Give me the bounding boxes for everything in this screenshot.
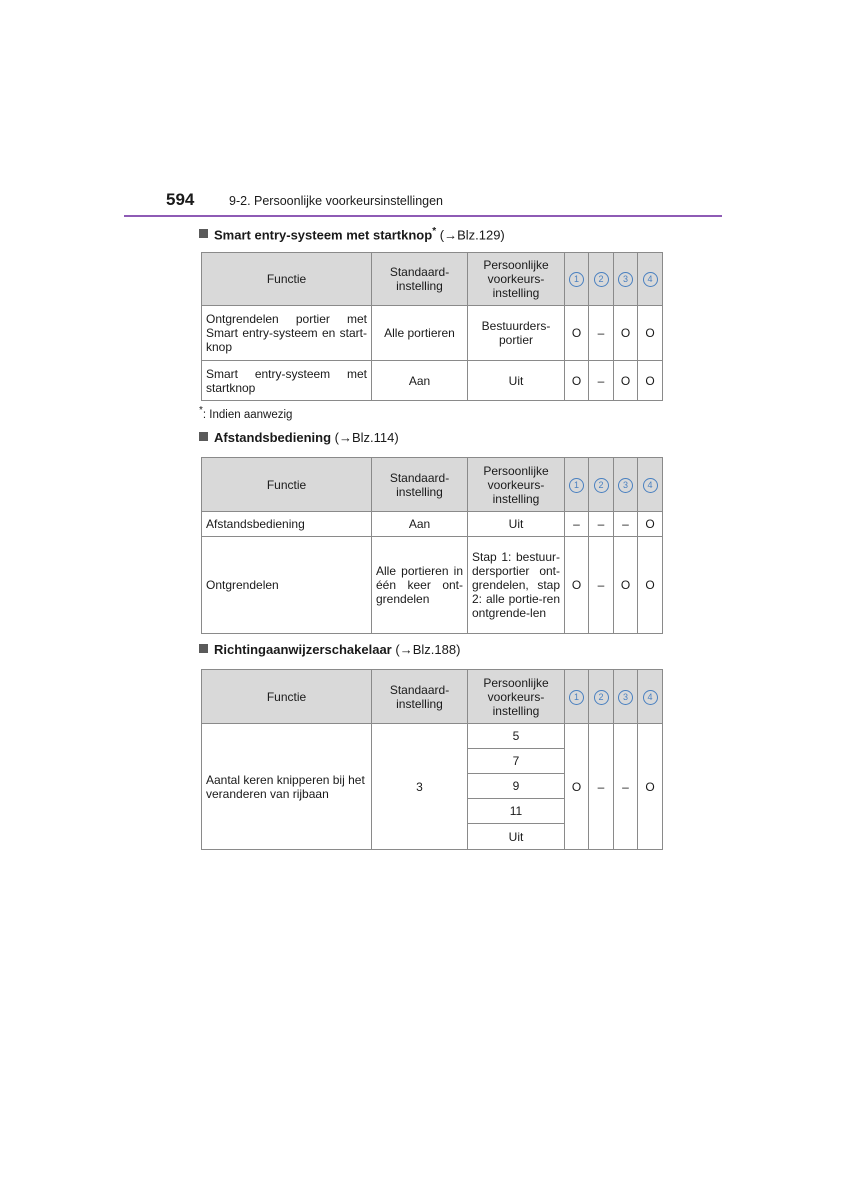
cell-functie: Smart entry-systeem met startknop [202, 361, 372, 401]
cell-option: 9 [468, 774, 565, 799]
col-persoonlijke: Persoonlijke voorkeurs-instelling [468, 458, 565, 512]
cell-mark: O [638, 512, 663, 537]
page-reference: (→Blz.114) [334, 430, 399, 445]
table-header-row [202, 670, 663, 724]
cell-standaard: Aan [372, 512, 468, 537]
circled-2-icon: 2 [594, 690, 609, 705]
cell-mark: – [589, 537, 614, 634]
circled-4-icon: 4 [643, 272, 658, 287]
cell-standaard: 3 [372, 724, 468, 850]
header-divider [124, 215, 722, 217]
table-row [202, 724, 663, 749]
section-heading-richtingaanwijzer [199, 642, 460, 657]
cell-functie: Ontgrendelen portier met Smart entry-systeem en start-knop [202, 306, 372, 361]
col-standaard: Standaard-instelling [372, 458, 468, 512]
cell-mark: O [565, 306, 589, 361]
page-reference: (→Blz.188) [395, 642, 461, 657]
cell-standaard: Aan [372, 361, 468, 401]
cell-persoonlijke: Stap 1: bestuur-dersportier ont-grendelen, stap 2: alle portie-ren ontgrende-len [468, 537, 565, 634]
cell-functie: Aantal keren knipperen bij het veranderen van rijbaan [202, 724, 372, 850]
table-row [202, 306, 663, 361]
cell-persoonlijke: Uit [468, 512, 565, 537]
cell-persoonlijke: Uit [468, 361, 565, 401]
cell-option: 5 [468, 724, 565, 749]
table-header-row [202, 458, 663, 512]
section-title: Richtingaanwijzerschakelaar [214, 642, 392, 657]
cell-mark: O [565, 537, 589, 634]
footnote-text: : Indien aanwezig [202, 408, 293, 421]
bullet-square-icon [199, 432, 208, 441]
cell-mark: O [638, 306, 663, 361]
cell-mark: O [614, 361, 638, 401]
section-title: Smart entry-systeem met startknop [214, 227, 433, 243]
cell-functie: Ontgrendelen [202, 537, 372, 634]
circled-1-icon: 1 [569, 478, 584, 493]
table-richtingaanwijzer [201, 669, 663, 850]
col-standaard: Standaard-instelling [372, 253, 468, 306]
circled-3-icon: 3 [618, 690, 633, 705]
cell-mark: – [589, 361, 614, 401]
table-row [202, 537, 663, 634]
section-title: Afstandsbediening [214, 430, 332, 445]
footnote-marker: * [432, 226, 437, 237]
col-functie: Functie [202, 670, 372, 724]
cell-functie: Afstandsbediening [202, 512, 372, 537]
cell-option: 11 [468, 799, 565, 824]
chapter-title: 9-2. Persoonlijke voorkeursinstellingen [229, 194, 444, 208]
section-heading-smart-entry [199, 226, 505, 242]
cell-mark: O [565, 724, 589, 850]
circled-4-icon: 4 [643, 478, 658, 493]
circled-4-icon: 4 [643, 690, 658, 705]
section-heading-afstandsbediening [199, 430, 399, 445]
cell-mark: O [638, 724, 663, 850]
cell-mark: – [614, 512, 638, 537]
table-row [202, 361, 663, 401]
cell-mark: – [589, 512, 614, 537]
cell-option: Uit [468, 824, 565, 850]
cell-mark: – [565, 512, 589, 537]
col-functie: Functie [202, 458, 372, 512]
footnote-star: * [199, 405, 203, 416]
col-persoonlijke: Persoonlijke voorkeurs-instelling [468, 253, 565, 306]
cell-standaard: Alle portieren in één keer ont-grendelen [372, 537, 468, 634]
cell-mark: – [589, 306, 614, 361]
cell-persoonlijke: Bestuurders-portier [468, 306, 565, 361]
cell-mark: O [565, 361, 589, 401]
cell-mark: – [589, 724, 614, 850]
circled-1-icon: 1 [569, 272, 584, 287]
bullet-square-icon [199, 644, 208, 653]
bullet-square-icon [199, 229, 208, 238]
table-row [202, 512, 663, 537]
page-reference: (→Blz.129) [439, 227, 505, 243]
circled-2-icon: 2 [594, 272, 609, 287]
col-functie: Functie [202, 253, 372, 306]
circled-1-icon: 1 [569, 690, 584, 705]
table-afstandsbediening [201, 457, 663, 634]
cell-mark: – [614, 724, 638, 850]
cell-mark: O [614, 537, 638, 634]
col-standaard: Standaard-instelling [372, 670, 468, 724]
circled-3-icon: 3 [618, 478, 633, 493]
cell-option: 7 [468, 749, 565, 774]
cell-mark: O [638, 361, 663, 401]
col-persoonlijke: Persoonlijke voorkeurs-instelling [468, 670, 565, 724]
cell-mark: O [638, 537, 663, 634]
circled-3-icon: 3 [618, 272, 633, 287]
page-number: 594 [166, 190, 195, 209]
table-smart-entry [201, 252, 663, 401]
circled-2-icon: 2 [594, 478, 609, 493]
cell-standaard: Alle portieren [372, 306, 468, 361]
footnote [199, 405, 292, 421]
table-header-row [202, 253, 663, 306]
cell-mark: O [614, 306, 638, 361]
